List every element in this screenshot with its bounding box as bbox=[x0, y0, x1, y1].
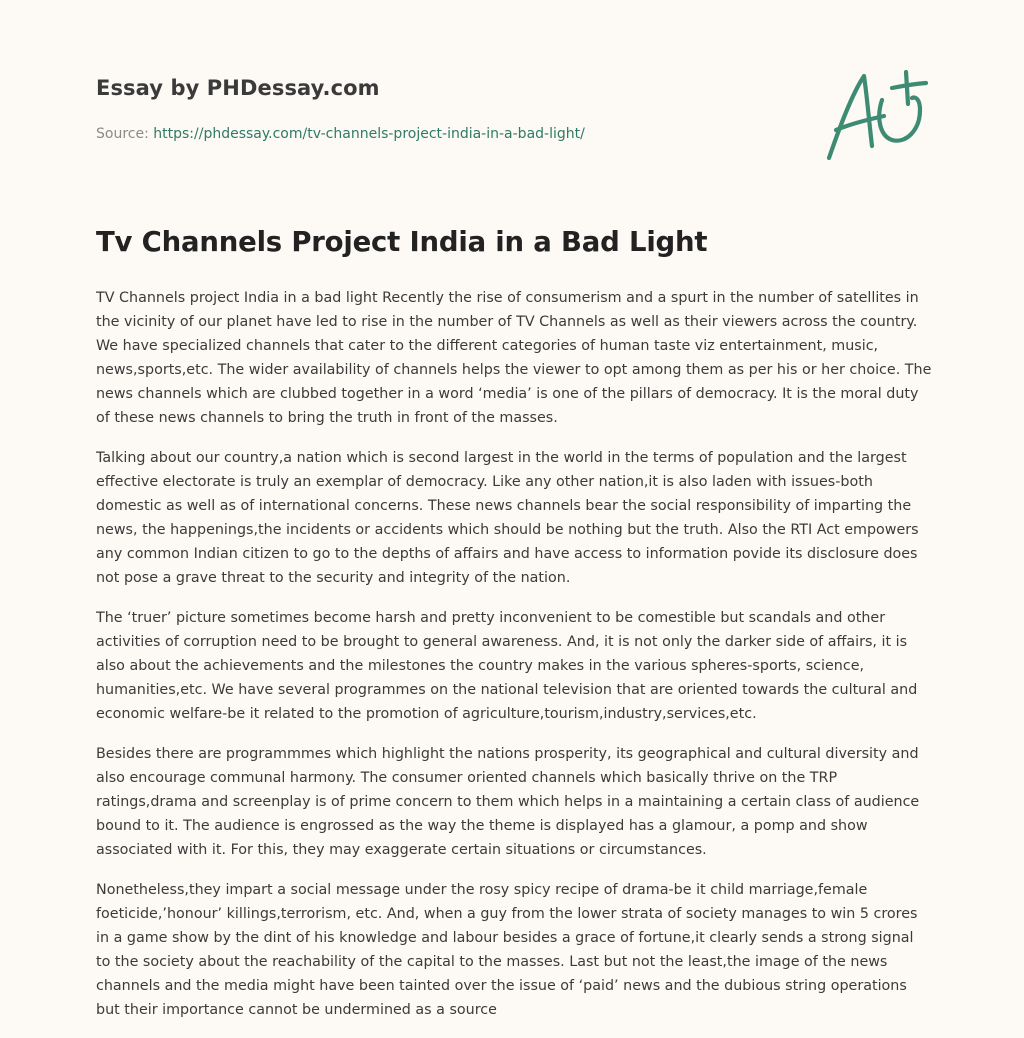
source-line bbox=[96, 126, 796, 142]
paragraph: Talking about our country,a nation which is second largest in the world in the terms of population and the largest effective electorate is truly an exemplar of democracy. Like any other nation,it is also laden with issues-both domestic as well as of international concerns. These news channels bear the social responsibility of imparting the news, the happenings,the incidents or accidents which should be nothing but the truth. Also the RTI Act empowers any common Indian citizen to go to the depths of affairs and have access to information povide its disclosure does not pose a grave threat to the security and integrity of the nation. bbox=[96, 450, 919, 586]
paragraph: The ‘truer’ picture sometimes become harsh and pretty inconvenient to be comestible but scandals and other activities of corruption need to be brought to general awareness. And, it is not only the darker side of affairs, it is also about the achievements and the milestones the country makes in the various spheres-sports, science, humanities,etc. We have several programmes on the national television that are oriented towards the cultural and economic welfare-be it related to the promotion of agriculture,tourism,industry,services,etc. bbox=[96, 610, 918, 722]
a-plus-grade-icon bbox=[822, 66, 928, 164]
source-link[interactable]: https://phdessay.com/tv-channels-project-india-in-a-bad-light/ bbox=[153, 126, 585, 142]
paragraph: Besides there are programmmes which highlight the nations prosperity, its geographical and cultural diversity and also encourage communal harmony. The consumer oriented channels which basically thrive on the TRP ratings,drama and screenplay is of prime concern to them which helps in a maintaining a certain class of audience bound to it. The audience is engrossed as the way the theme is displayed has a glamour, a pomp and show associated with it. For this, they may exaggerate certain situations or circumstances. bbox=[96, 746, 920, 858]
article-title: Tv Channels Project India in a Bad Light bbox=[96, 226, 708, 258]
paragraph: TV Channels project India in a bad light Recently the rise of consumerism and a spurt in the number of satellites in the vicinity of our planet have led to rise in the number of TV Channels as well as their viewers across the country. We have specialized channels that cater to the different categories of human taste viz entertainment, music, news,sports,etc. The wider availability of channels helps the viewer to opt among them as per his or her choice. The news channels which are clubbed together in a word ‘media’ is one of the pillars of democracy. It is the moral duty of these news channels to bring the truth in front of the masses. bbox=[96, 290, 932, 426]
article-body bbox=[96, 286, 932, 1038]
source-label: Source: bbox=[96, 126, 154, 142]
brand-name: Essay by PHDessay.com bbox=[96, 76, 380, 100]
page-header bbox=[96, 76, 796, 142]
paragraph: Nonetheless,they impart a social message under the rosy spicy recipe of drama-be it child marriage,female foeticide,’honour’ killings,terrorism, etc. And, when a guy from the lower strata of society manages to win 5 crores in a game show by the dint of his knowledge and labour besides a grace of fortune,it clearly sends a strong signal to the society about the reachability of the capital to the masses. Last but not the least,the image of the news channels and the media might have been tainted over the issue of ‘paid’ news and the dubious string operations but their importance cannot be undermined as a source bbox=[96, 882, 918, 1018]
